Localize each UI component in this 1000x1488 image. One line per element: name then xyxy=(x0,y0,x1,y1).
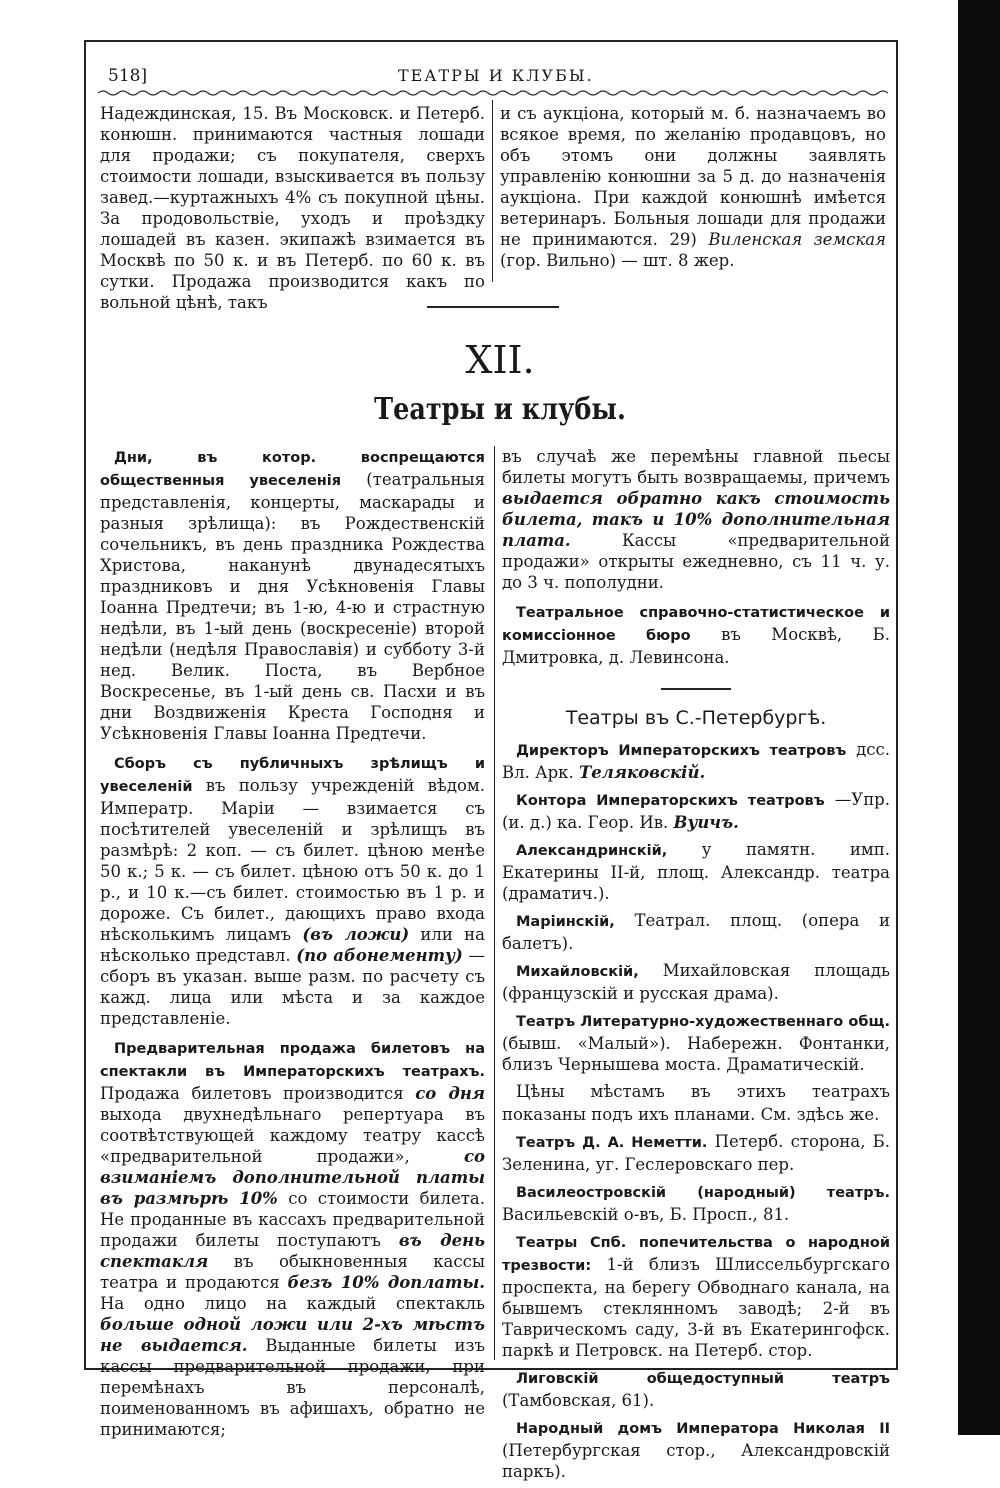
paragraph-holidays xyxy=(100,446,485,744)
subsection-heading: Театры въ С.-Петербургѣ. xyxy=(565,707,827,729)
paragraph-body: (театральныя представленія, концерты, маскарады и разныя зрѣлища): въ Рождественскій сочельникъ, въ день праздника Рождества Христова, наканунѣ двунадесятыхъ праздниковъ и дня Усѣкновенія Главы Іоанна Предтечи; въ 1-ю, 4-ю и страстную недѣли, въ 1-ый день (воскресеніе) второй недѣли (недѣля Православія) и субботу 3-й нед. Велик. Поста, въ Вербное Воскресенье, въ 1-ый день св. Пасхи и въ дни Воздвиженія Креста Господня и Усѣкновенія Главы Іоанна Предтечи. xyxy=(100,470,485,743)
entry-heading: Народный домъ Императора Николая II xyxy=(516,1421,890,1437)
paragraph-body: Продажа билетовъ производится xyxy=(100,1084,404,1103)
entry-text: Театрал. площ. (опера и балетъ). xyxy=(502,911,891,953)
entry-text: (Петербургская стор., Александровскій паркъ). xyxy=(502,1441,890,1481)
theatre-entry xyxy=(502,1010,890,1075)
entry-text: (бывш. «Малый»). Набережн. Фонтанки, близъ Чернышева моста. Драматическій. xyxy=(502,1034,890,1074)
frame-right-rule xyxy=(896,40,898,1370)
running-title: ТЕАТРЫ И КЛУБЫ. xyxy=(398,66,594,85)
entry-heading: Театръ Литературно-художественнаго общ. xyxy=(516,1014,890,1030)
top-left-column xyxy=(100,103,485,313)
subsection-rule xyxy=(661,688,731,690)
page-number: 518] xyxy=(108,66,148,86)
paragraph-body: или на нѣсколько представл. xyxy=(100,925,485,965)
top-right-text: и съ аукціона, который м. б. назначаемъ во всякое время, по желанію продавцовъ, но объ этомъ они должны заявлять управленію конюшни за 5 д. до назначенія аукціона. При каждой конюшнѣ имѣется ветеринаръ. Больныя лошади для продажи не принимаются. xyxy=(500,104,886,249)
theatre-entry xyxy=(502,1417,890,1482)
entry-text: Цѣны мѣстамъ въ этихъ театрахъ показаны подъ ихъ планами. См. здѣсь же. xyxy=(502,1082,890,1124)
paragraph-exchange xyxy=(502,446,890,593)
italic-phrase: со дня xyxy=(415,1084,485,1103)
theatre-entry xyxy=(502,1181,890,1225)
entry-heading: Театръ Д. А. Неметти. xyxy=(516,1135,708,1151)
entry-italic: Вуичъ. xyxy=(673,813,739,832)
paragraph-body: въ Москвѣ, Б. Дмитровка, д. Левинсона. xyxy=(502,625,890,667)
theatre-entry xyxy=(502,1231,890,1361)
theatre-entry xyxy=(502,789,890,833)
italic-phrase: больше одной ложи или 2-хъ мѣстъ не выдается. xyxy=(100,1315,485,1355)
entry-text: у памятн. имп. Екатерины II-й, площ. Александр. театра (драматич.). xyxy=(502,840,890,903)
paragraph-body: со стоимости билета. Не проданные въ кассахъ предварительной продажи билеты поступаютъ xyxy=(100,1189,485,1250)
entry-heading: Александринскій, xyxy=(516,843,668,859)
top-column-divider xyxy=(492,100,493,282)
italic-phrase: со взиманіемъ дополнительной платы въ размѣрѣ 10% xyxy=(100,1147,485,1208)
entry-name: Виленская земская xyxy=(708,230,886,249)
entry-heading: Михайловскій, xyxy=(516,964,639,980)
theatre-list xyxy=(502,739,890,1482)
entry-text: Михайловская площадь (французскій и русская драма). xyxy=(502,961,890,1003)
entry-heading: Маріинскій, xyxy=(516,914,615,930)
paragraph-body: въ случаѣ же перемѣны главной пьесы билеты могутъ быть возвращаемы, причемъ xyxy=(502,447,890,487)
italic-phrase: въ день спектакля xyxy=(100,1231,485,1271)
entry-text: 1-й близъ Шлиссельбургскаго проспекта, на берегу Обводнаго канала, на бывшемъ стеклянномъ заводѣ; 2-й въ Таврическомъ саду, 3-й въ Екатерингофск. паркѣ и Петровск. на Петерб. стор. xyxy=(502,1255,891,1360)
entry-rest: (гор. Вильно) — шт. 8 жер. xyxy=(500,251,735,270)
section-number: XII. xyxy=(465,338,535,382)
wavy-rule xyxy=(98,89,888,97)
paragraph-tax xyxy=(100,752,485,1029)
main-column-divider xyxy=(494,446,495,1360)
top-left-text: Надеждинская, 15. Въ Московск. и Петерб. конюшн. принимаются частныя лошади для продажи; съ покупателя, сверхъ стоимости лошади, взыскивается въ пользу завед.—куртажныхъ 4% съ покупной цѣны. За продовольствіе, уходъ и проѣздку лошадей въ казен. экипажѣ взимается въ Москвѣ по 50 к. и въ Петерб. по 60 к. въ сутки. Продажа производится какъ по вольной цѣнѣ, такъ xyxy=(100,104,485,312)
entry-italic: Теляковскій. xyxy=(578,763,706,782)
theatre-entry xyxy=(502,910,890,954)
entry-heading: Директоръ Императорскихъ театровъ xyxy=(516,743,847,759)
main-left-column xyxy=(100,446,485,1448)
italic-phrase: выдается обратно какъ стоимость билета, такъ и 10% дополнительная плата. xyxy=(502,489,890,550)
paragraph-body: На одно лицо на каждый спектакль xyxy=(100,1294,485,1313)
paragraph-heading: Дни, въ котор. воспрещаются общественныя увеселенія xyxy=(100,450,485,489)
paragraph-body: Кассы «предварительной продажи» открыты ежедневно, съ 11 ч. у. до 3 ч. пополудни. xyxy=(502,531,890,592)
entry-text: (Тамбовская, 61). xyxy=(502,1391,655,1410)
entry-text: —Упр. (и. д.) ка. Геор. Ив. xyxy=(502,790,890,832)
theatre-entry xyxy=(502,1081,890,1125)
paragraph-heading: Сборъ съ публичныхъ зрѣлищъ и увеселеній xyxy=(100,756,485,795)
paragraph-body: —сборъ въ указан. выше разм. по расчету съ кажд. лица или мѣста и за каждое представленіе. xyxy=(100,946,486,1028)
paragraph-body: Выданные билеты изъ кассы предварительной продажи, при перемѣнахъ въ персоналѣ, поименованномъ въ афишахъ, обратно не принимаются; xyxy=(100,1336,485,1439)
entry-text: Васильевскій о-въ, Б. Просп., 81. xyxy=(502,1205,790,1224)
entry-heading: Театры Спб. попечительства о народной трезвости: xyxy=(502,1235,890,1274)
paragraph-bureau xyxy=(502,601,890,668)
theatre-entry xyxy=(502,1131,890,1175)
entry-heading: Лиговскій общедоступный театръ xyxy=(516,1371,890,1387)
italic-phrase: безъ 10% доплаты. xyxy=(287,1273,485,1292)
entry-heading: Василеостровскій (народный) театръ. xyxy=(516,1185,890,1201)
theatre-entry xyxy=(502,739,890,783)
italic-phrase: (въ ложи) xyxy=(302,925,410,944)
theatre-entry xyxy=(502,960,890,1004)
paragraph-heading: Театральное справочно-статистическое и комиссіонное бюро xyxy=(502,605,890,644)
theatre-entry xyxy=(502,839,890,904)
page-header xyxy=(108,66,888,88)
paragraph-body: выхода двухнедѣльнаго репертуара въ соотвѣтствующей каждому театру кассѣ «предварительной продажи», xyxy=(100,1105,485,1166)
section-separator-rule xyxy=(427,306,559,308)
frame-left-rule xyxy=(84,40,86,1370)
entry-text: Петерб. сторона, Б. Зеленина, уг. Геслеровскаго пер. xyxy=(502,1132,890,1174)
entry-heading: Контора Императорскихъ театровъ xyxy=(516,793,825,809)
paragraph-presale xyxy=(100,1037,485,1440)
scan-edge xyxy=(958,0,1000,1435)
top-right-paragraph xyxy=(500,103,886,271)
paragraph-heading: Предварительная продажа билетовъ на спектакли въ Императорскихъ театрахъ. xyxy=(100,1041,485,1080)
top-right-column xyxy=(500,103,886,271)
frame-top-rule xyxy=(84,40,898,42)
main-right-column xyxy=(502,446,890,1488)
theatre-entry xyxy=(502,1367,890,1411)
paragraph-body: въ пользу учрежденій вѣдом. Императр. Маріи — взимается съ посѣтителей увеселеній и зрѣлищъ въ размѣрѣ: 2 коп. — съ билет. цѣною менѣе 50 к.; 5 к. — съ билет. цѣною отъ 50 к. до 1 р., и 10 к.—съ билет. стоимостью въ 1 р. и дороже. Съ билет., дающихъ право входа нѣсколькимъ лицамъ xyxy=(100,776,485,944)
paragraph-body: въ обыкновенныя кассы театра и продаются xyxy=(100,1252,486,1292)
entry-number: 29) xyxy=(669,230,697,249)
entry-text: дсс. Вл. Арк. xyxy=(502,740,890,782)
section-title: Театры и клубы. xyxy=(374,392,626,427)
italic-phrase: (по абонементу) xyxy=(296,946,463,965)
